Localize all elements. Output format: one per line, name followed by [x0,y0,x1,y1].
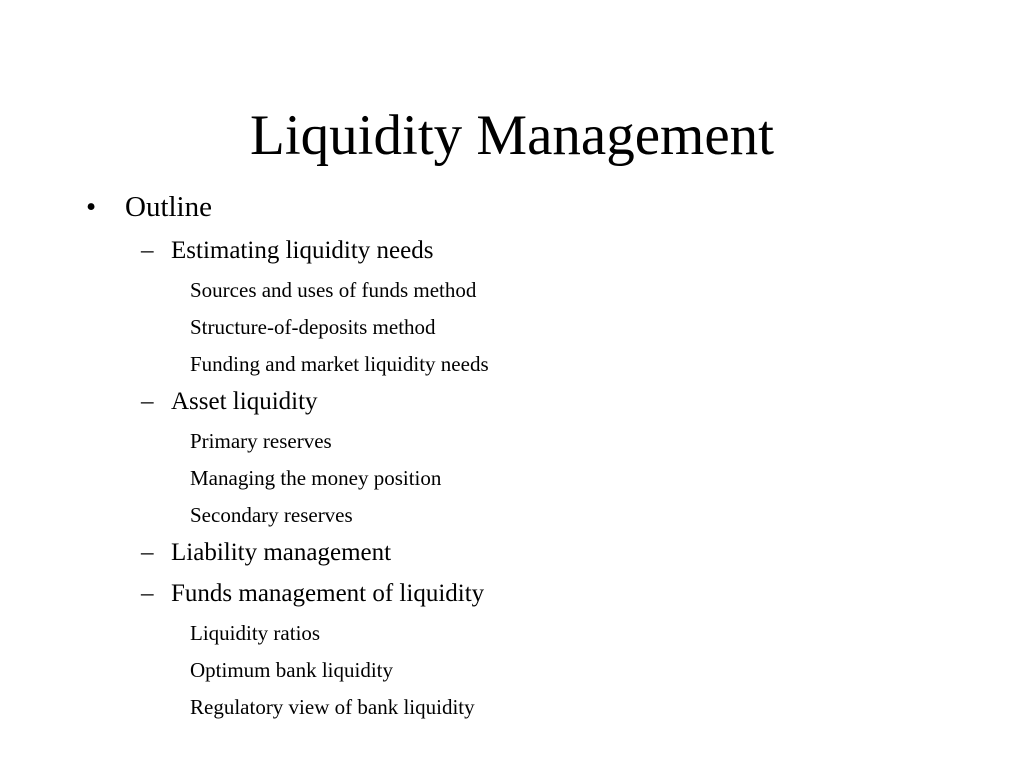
section-label-funds-management: Funds management of liquidity [171,580,485,607]
list-item: Optimum bank liquidity [190,658,393,682]
list-item: Primary reserves [190,429,332,453]
list-item: Secondary reserves [190,503,353,527]
outline-label: Outline [125,191,212,223]
section-dash: – [141,539,154,566]
slide-title: Liquidity Management [250,104,774,167]
section-dash: – [141,237,154,264]
section-label-asset-liquidity: Asset liquidity [171,388,318,415]
list-item: Sources and uses of funds method [190,278,477,302]
list-item: Funding and market liquidity needs [190,352,489,376]
list-item: Structure-of-deposits method [190,315,436,339]
section-dash: – [141,388,154,415]
section-label-liability-management: Liability management [171,539,392,566]
list-item: Regulatory view of bank liquidity [190,695,475,719]
outline-bullet: • [86,191,97,223]
list-item: Liquidity ratios [190,621,321,645]
section-dash: – [141,580,154,607]
list-item: Managing the money position [190,466,442,490]
section-label-estimating-liquidity-needs: Estimating liquidity needs [171,237,434,264]
